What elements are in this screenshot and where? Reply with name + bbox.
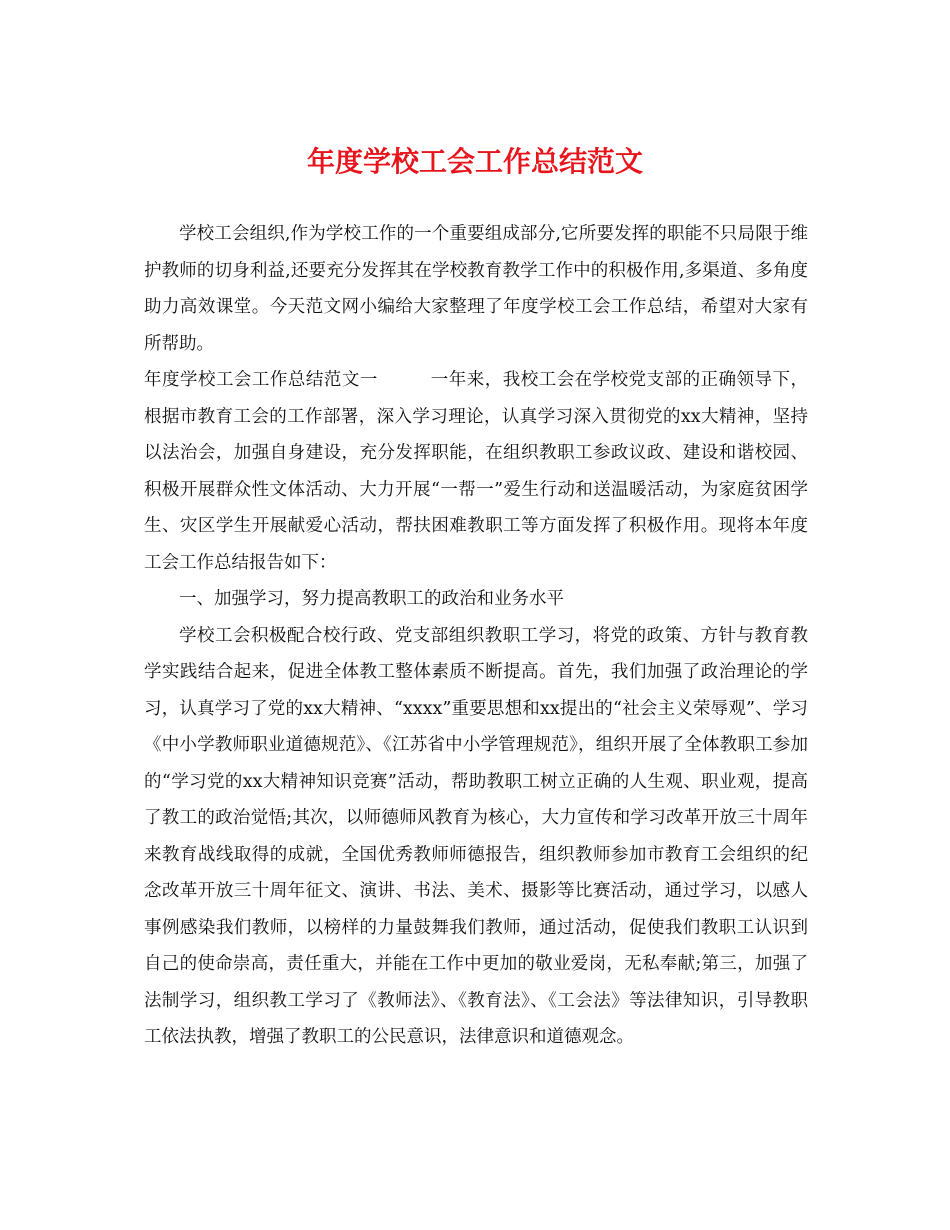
heading-one: 一、加强学习，努力提高教职工的政治和业务水平 bbox=[179, 589, 564, 609]
section-one-label: 年度学校工会工作总结范文一 bbox=[144, 370, 378, 390]
section-one-paragraph bbox=[144, 362, 808, 581]
section-one-text: 一年来，我校工会在学校党支部的正确领导下，根据市教育工会的工作部署，深入学习理论，认真学习深入贯彻党的xx大精神，坚持以法治会，加强自身建设，充分发挥职能，在组织教职工参政议政、建设和谐校园、积极开展群众性文体活动、大力开展“一帮一”爱生行动和送温暖活动，为家庭贫困学生、灾区学生开展献爱心活动，帮扶困难教职工等方面发挥了积极作用。现将本年度工会工作总结报告如下： bbox=[144, 370, 809, 573]
document-body bbox=[144, 216, 808, 1056]
intro-paragraph: 学校工会组织,作为学校工作的一个重要组成部分,它所要发挥的职能不只局限于维护教师的切身利益,还要充分发挥其在学校教育教学工作中的积极作用,多渠道、多角度助力高效课堂。今天范文网小编给大家整理了年度学校工会工作总结，希望对大家有所帮助。 bbox=[144, 224, 808, 354]
paragraph-one: 学校工会积极配合校行政、党支部组织教职工学习，将党的政策、方针与教育教学实践结合起来，促进全体教工整体素质不断提高。首先，我们加强了政治理论的学习，认真学习了党的xx大精神、“xxxx”重要思想和xx提出的“社会主义荣辱观”、学习《中小学教师职业道德规范》、《江苏省中小学管理规范》，组织开展了全体教职工参加的“学习党的xx大精神知识竞赛”活动，帮助教职工树立正确的人生观、职业观，提高了教工的政治觉悟;其次，以师德师风教育为核心，大力宣传和学习改革开放三十周年来教育战线取得的成就，全国优秀教师师德报告，组织教师参加市教育工会组织的纪念改革开放三十周年征文、演讲、书法、美术、摄影等比赛活动，通过学习，以感人事例感染我们教师，以榜样的力量鼓舞我们教师，通过活动，促使我们教职工认识到自己的使命崇高，责任重大，并能在工作中更加的敬业爱岗，无私奉献;第三，加强了法制学习，组织教工学习了《教师法》、《教育法》、《工会法》等法律知识，引导教职工依法执教，增强了教职工的公民意识，法律意识和道德观念。 bbox=[144, 625, 808, 1047]
document-title: 年度学校工会工作总结范文 bbox=[306, 145, 643, 178]
